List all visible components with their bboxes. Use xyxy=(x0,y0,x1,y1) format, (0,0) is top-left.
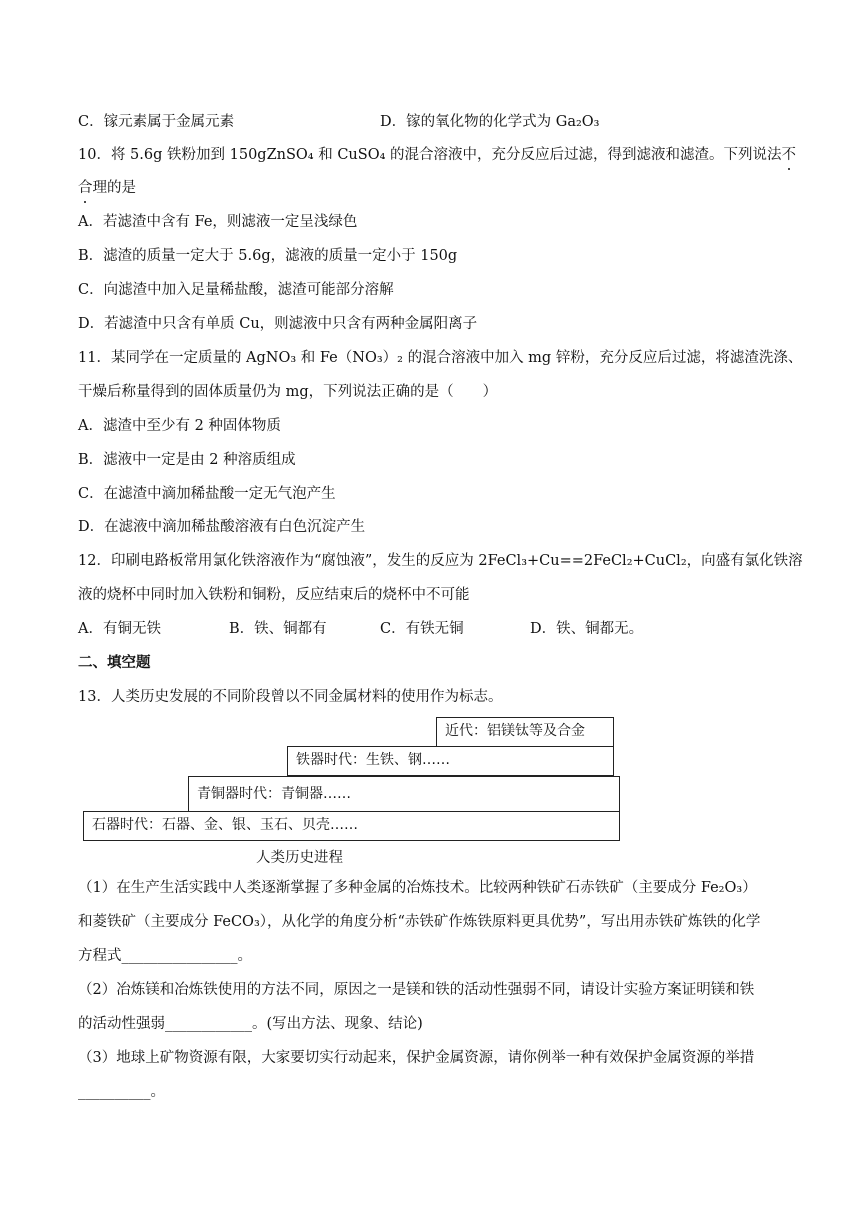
q12-option-c: C．有铁无铜 xyxy=(380,621,464,637)
q13-stem: 13．人类历史发展的不同阶段曾以不同金属材料的使用作为标志。 xyxy=(78,689,503,705)
q12-option-a: A．有铜无铁 xyxy=(78,621,161,637)
q13-part2-line1: （2）冶炼镁和冶炼铁使用的方法不同，原因之一是镁和铁的活动性强弱不同，请设计实验方案证明镁和铁 xyxy=(78,982,755,998)
emphasis-char: 合 xyxy=(78,180,93,196)
q10-option-d: D．若滤渣中只含有单质 Cu，则滤液中只含有两种金属阳离子 xyxy=(78,316,478,332)
q12-stem-line2: 液的烧杯中同时加入铁粉和铜粉，反应结束后的烧杯中不可能 xyxy=(78,587,470,603)
q13-part1-line2: 和菱铁矿（主要成分 FeCO₃），从化学的角度分析“赤铁矿作炼铁原料更具优势”，写出用赤铁矿炼铁的化学 xyxy=(78,914,761,930)
era-modern: 近代：铝镁钛等及合金 xyxy=(436,717,614,747)
q11-option-b: B．滤液中一定是由 2 种溶质组成 xyxy=(78,452,296,468)
q11-option-c: C．在滤渣中滴加稀盐酸一定无气泡产生 xyxy=(78,486,336,502)
q9-option-c: C．镓元素属于金属元素 xyxy=(78,114,235,130)
q13-part1-line1: （1）在生产生活实践中人类逐渐掌握了多种金属的冶炼技术。比较两种铁矿石赤铁矿（主要成分 Fe₂O₃） xyxy=(78,880,757,896)
q10-option-b: B．滤渣的质量一定大于 5.6g，滤液的质量一定小于 150g xyxy=(78,248,458,264)
section-title-fill-blank: 二、填空题 xyxy=(78,655,151,671)
q10-option-a: A．若滤渣中含有 Fe，则滤液一定呈浅绿色 xyxy=(78,214,358,230)
q13-part2-line2: 的活动性强弱____________。(写出方法、现象、结论) xyxy=(78,1016,423,1032)
q11-option-d: D．在滤液中滴加稀盐酸溶液有白色沉淀产生 xyxy=(78,519,366,535)
q13-part3-line2: __________。 xyxy=(78,1084,165,1100)
q11-stem-line1: 11．某同学在一定质量的 AgNO₃ 和 Fe（NO₃）₂ 的混合溶液中加入 mg 锌粉，充分反应后过滤，将滤渣洗涤、 xyxy=(78,350,803,366)
era-stone: 石器时代：石器、金、银、玉石、贝壳…… xyxy=(83,811,620,841)
q10-option-c: C．向滤渣中加入足量稀盐酸，滤渣可能部分溶解 xyxy=(78,282,394,298)
q10-stem-text: 10．将 5.6g 铁粉加到 150gZnSO₄ 和 CuSO₄ 的混合溶液中，充分反应后过滤，得到滤液和滤渣。下列说法 xyxy=(78,147,782,163)
q9-option-d: D．镓的氧化物的化学式为 Ga₂O₃ xyxy=(380,114,600,130)
era-iron: 铁器时代：生铁、钢…… xyxy=(287,746,614,776)
diagram-caption: 人类历史进程 xyxy=(256,850,343,866)
q13-part1-line3: 方程式________________。 xyxy=(78,948,252,964)
q13-part3-line1: （3）地球上矿物资源有限，大家要切实行动起来，保护金属资源，请你例举一种有效保护金属资源的举措 xyxy=(78,1050,755,1066)
q12-option-d: D．铁、铜都无。 xyxy=(530,621,644,637)
era-bronze: 青铜器时代：青铜器…… xyxy=(188,776,620,812)
q11-option-a: A．滤渣中至少有 2 种固体物质 xyxy=(78,418,281,434)
emphasis-char: 不 xyxy=(781,147,797,163)
q12-stem-line1: 12．印刷电路板常用氯化铁溶液作为“腐蚀液”，发生的反应为 2FeCl₃+Cu==2FeCl₂+CuCl₂，向盛有氯化铁溶 xyxy=(78,553,803,569)
q10-stem-line2 xyxy=(78,178,136,198)
q11-stem-line2: 干燥后称量得到的固体质量仍为 mg，下列说法正确的是（ ） xyxy=(78,384,498,400)
q10-stem-line1 xyxy=(78,145,796,165)
q10-stem-text-2: 理的是 xyxy=(92,180,136,196)
q12-option-b: B．铁、铜都有 xyxy=(229,621,327,637)
